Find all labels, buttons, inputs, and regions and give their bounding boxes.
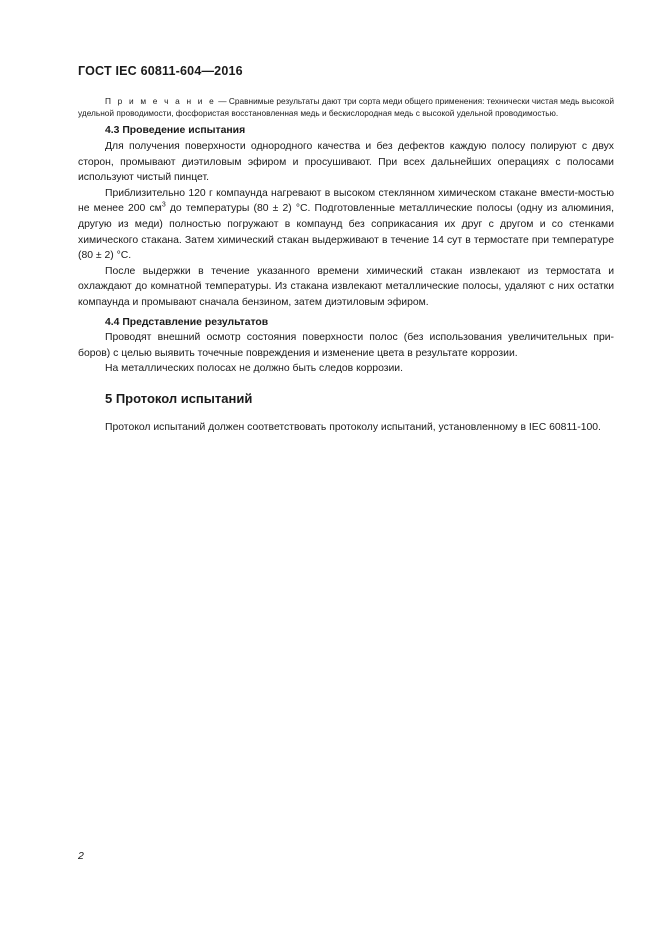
section-4-3-paragraph-2 xyxy=(78,186,614,264)
note-paragraph xyxy=(78,95,614,119)
section-4-3-paragraph-3: После выдержки в течение указанного времени химический стакан извлекают из термостата и охлаждают до комнатной температуры. Из стакана извлекают металлические полосы, удаляют с них остатки компаунда и промывают сначала бензином, затем диэтиловым эфиром. xyxy=(78,265,614,308)
note-text: — Сравнимые результаты дают три сорта меди общего применения: технически чистая медь высокой удельной проводимости, фосфористая восстановленная медь и бескислородная медь с высокой удельной проводимостью. xyxy=(78,96,614,119)
section-4-3-paragraph-2-part-a: Приблизительно 120 г компаунда нагревают в высоком стеклянном химическом стакане вмести-мостью не менее 200 см xyxy=(78,187,614,215)
page-number: 2 xyxy=(78,850,84,862)
section-4-3-paragraph-1: Для получения поверхности однородного качества и без дефектов каждую полосу полируют с двух сторон, промывают диэтиловым эфиром и просушивают. При всех дальнейших операциях с полосами используют чистый пинцет. xyxy=(78,141,614,184)
document-header: ГОСТ IEC 60811-604—2016 xyxy=(78,64,243,78)
section-5-paragraph-1: Протокол испытаний должен соответствовать протоколу испытаний, установленному в IEC 60811-100. xyxy=(105,421,601,433)
section-4-4-paragraph-2: На металлических полосах не должно быть следов коррозии. xyxy=(105,363,403,375)
document-body xyxy=(78,95,614,435)
note-label: П р и м е ч а н и е xyxy=(105,96,216,106)
section-4-4-heading: 4.4 Представление результатов xyxy=(105,316,269,328)
section-5-heading: 5 Протокол испытаний xyxy=(105,390,253,406)
section-4-3-paragraph-2-part-b: до температуры (80 ± 2) °С. Подготовленные металлические полосы (одну из алюминия, другую из меди) полностью погружают в компаунд без соприкасания их друг с другом и со стенками химического стакана. Затем химический стакан выдерживают в течение 14 сут в термостате при температуре (80 ± 2) °С. xyxy=(78,203,614,262)
cubic-superscript: 3 xyxy=(161,201,166,209)
section-4-4-paragraph-1: Проводят внешний осмотр состояния поверхности полос (без использования увеличительных при-боров) с целью выявить точечные повреждения и изменение цвета в результате коррозии. xyxy=(78,332,614,359)
section-4-3-heading: 4.3 Проведение испытания xyxy=(105,125,246,137)
